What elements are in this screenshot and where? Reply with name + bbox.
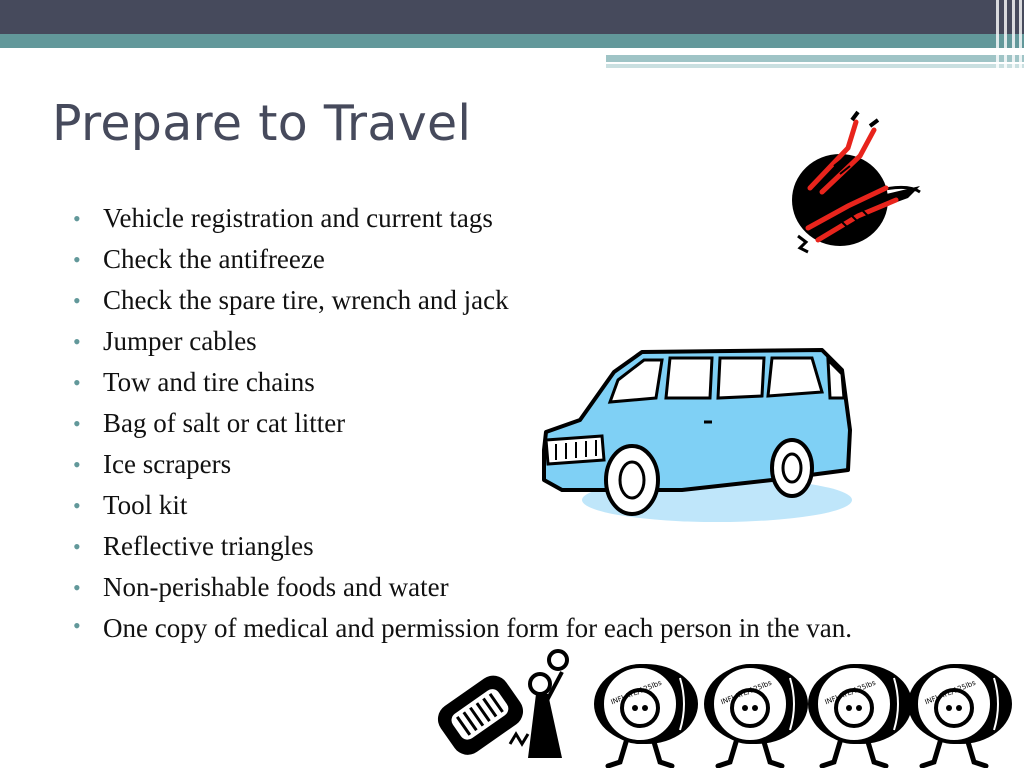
broken-down-car-icon [432,648,582,768]
bullet-icon: • [73,206,81,231]
bullet-icon: • [73,575,81,600]
tire-label: INFLATE/125lbs [719,678,773,707]
bullet-icon: • [73,411,81,436]
header-edge-lines [992,0,1024,68]
list-item: • Tow and tire chains [73,362,893,403]
list-item: • Jumper cables [73,321,893,362]
tire-label: INFLATE/125lbs [923,678,977,707]
list-item: • Ice scrapers [73,444,893,485]
list-item: • Tool kit [73,485,893,526]
bullet-icon: • [73,247,81,272]
header-underline-thin [606,64,1024,68]
tire-character-icon [592,660,1012,768]
header-underline [606,55,1024,62]
bullet-icon: • [73,452,81,477]
list-item: • Reflective triangles [73,526,893,567]
list-item: • Bag of salt or cat litter [73,403,893,444]
bullet-icon: • [73,288,81,313]
jumper-cables-icon [788,108,928,258]
tire-label: INFLATE/125lbs [823,678,877,707]
tire-label: INFLATE/125lbs [609,678,663,707]
header-bar [0,0,1024,34]
header-accent-bar [0,34,1024,48]
bullet-icon: • [73,493,81,518]
bullet-icon: • [73,534,81,559]
van-icon [532,340,857,525]
list-item: • One copy of medical and permission form for each person in the van. [73,608,893,646]
bullet-icon: • [73,613,81,638]
list-item: • Non-perishable foods and water [73,567,893,608]
list-item: • Check the antifreeze [73,239,893,280]
list-item: • Vehicle registration and current tags [73,198,893,239]
bullet-icon: • [73,329,81,354]
slide-title: Prepare to Travel [52,95,472,152]
list-item: • Check the spare tire, wrench and jack [73,280,893,321]
bullet-icon: • [73,370,81,395]
